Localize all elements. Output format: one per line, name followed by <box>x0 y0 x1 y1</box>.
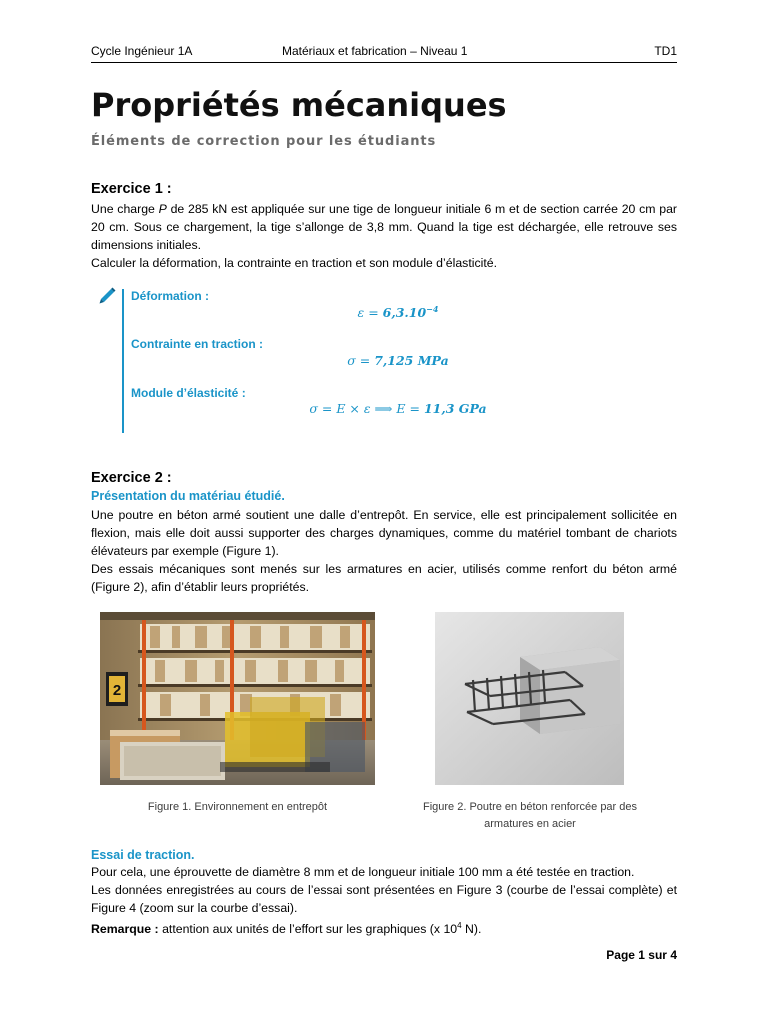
stress-label: Contrainte en traction : <box>131 337 264 351</box>
tensile-paragraph-2: Les données enregistrées au cours de l’essai sont présentées en Figure 3 (courbe de l’essai complète) et Figure 4 (zoom sur la courbe d’essai). <box>91 883 677 915</box>
header-course: Cycle Ingénieur 1A <box>91 44 193 58</box>
modulus-label: Module d’élasticité : <box>131 386 246 400</box>
remark-end: N). <box>461 922 482 937</box>
statement-part2: de 285 kN est appliquée sur une tige de longueur initiale 6 m et de section carrée 20 cm par 20 cm. Sous ce chargement, la tige s’allonge de 3,8 mm. Quand la tige est déchargée, elle retrouve ses dimensions initiales. <box>91 202 678 252</box>
deformation-equation <box>218 304 578 320</box>
modulus-eq-lhs: σ = E × ε ⟹ E = <box>309 401 424 416</box>
exercise2-heading: Exercice 2 : <box>91 470 172 486</box>
modulus-equation <box>218 401 578 416</box>
deformation-label: Déformation : <box>131 289 209 303</box>
material-heading: Présentation du matériau étudié. <box>91 489 285 503</box>
figure2-caption-line2: armatures en acier <box>484 818 576 830</box>
exercise1-question: Calculer la déformation, la contrainte en traction et son module d’élasticité. <box>91 256 498 270</box>
figure1-caption: Figure 1. Environnement en entrepôt <box>147 801 328 813</box>
deformation-eq-lhs: ε = <box>357 305 383 321</box>
statement-variable: P <box>158 202 167 216</box>
header-subject: Matériaux et fabrication – Niveau 1 <box>282 44 468 58</box>
statement-part1: Une charge <box>91 202 159 216</box>
material-paragraph-2: Des essais mécaniques sont menés sur les armatures en acier, utilisés comme renfort du béton armé (Figure 2), afin d’établir leurs propriétés. <box>91 562 677 594</box>
page-number: Page 1 sur 4 <box>606 948 677 962</box>
stress-eq-lhs: σ = <box>347 353 375 368</box>
figure2-caption-line1: Figure 2. Poutre en béton renforcée par des <box>422 801 638 813</box>
tensile-remark <box>91 917 677 938</box>
exercise1-correction <box>98 285 678 435</box>
stress-equation <box>218 353 578 368</box>
deformation-eq-value: 6,3.10 <box>382 305 427 321</box>
figure2-beam-image <box>435 612 624 785</box>
remark-exponent: 4 <box>457 921 462 930</box>
correction-bar <box>122 289 124 433</box>
figure2-caption <box>400 799 660 833</box>
material-paragraph-1: Une poutre en béton armé soutient une dalle d’entrepôt. En service, elle est principalement sollicitée en flexion, mais elle doit aussi supporter des charges dynamiques, comme du matériel tombant de chariots élévateurs par exemple (Figure 1). <box>91 508 677 558</box>
exercise1-statement-text <box>91 200 677 254</box>
tensile-paragraph-1: Pour cela, une éprouvette de diamètre 8 mm et de longueur initiale 100 mm a été testée en traction. <box>91 865 635 879</box>
remark-text: attention aux unités de l’effort sur les graphiques (x 10 <box>158 922 458 937</box>
stress-eq-value: 7,125 MPa <box>374 353 449 368</box>
pencil-icon <box>98 285 118 305</box>
tensile-heading: Essai de traction. <box>91 848 195 862</box>
aisle-sign: 2 <box>112 682 122 699</box>
page-subtitle: Éléments de correction pour les étudiants <box>91 134 437 149</box>
page-header <box>91 42 677 63</box>
material-description <box>91 506 677 596</box>
deformation-eq-exp: −4 <box>426 304 439 314</box>
tensile-description <box>91 863 677 938</box>
remark-label: Remarque : <box>91 922 159 937</box>
figure1-warehouse-image <box>100 612 375 785</box>
exercise1-statement <box>91 200 677 272</box>
header-td: TD1 <box>654 44 677 58</box>
exercise1-heading: Exercice 1 : <box>91 181 172 197</box>
page-title: Propriétés mécaniques <box>91 86 507 124</box>
modulus-eq-value: 11,3 GPa <box>423 401 487 416</box>
